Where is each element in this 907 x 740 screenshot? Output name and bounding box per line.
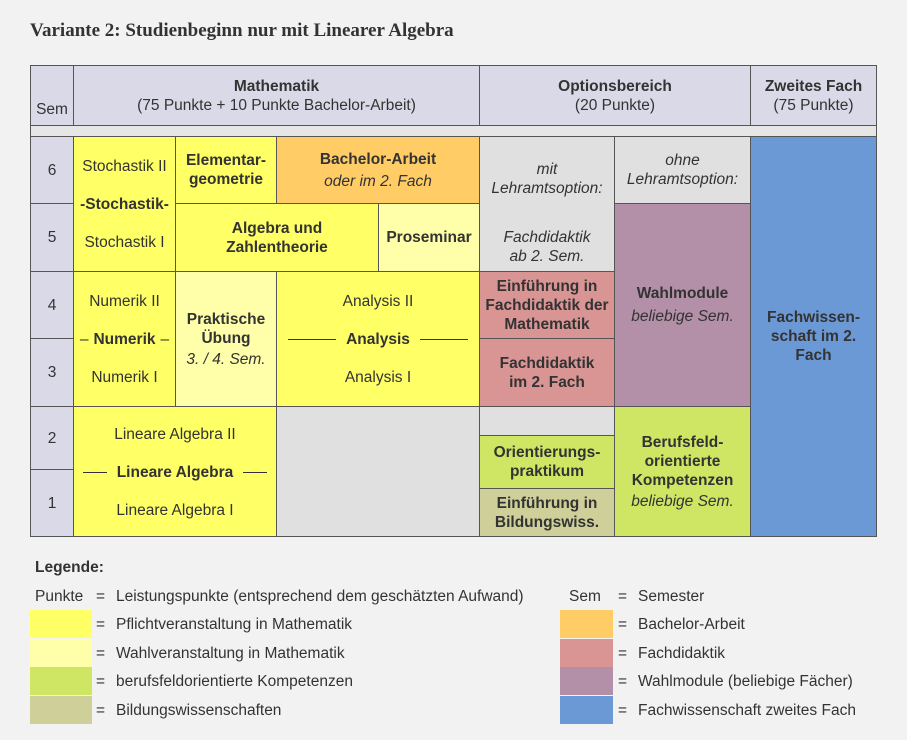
option-mit-lehramt-label: mit Lehramtsoption: bbox=[491, 161, 603, 197]
rule-right bbox=[243, 472, 267, 473]
module-analysis-2: Analysis II bbox=[342, 293, 414, 310]
module-bachelor-label: Bachelor-Arbeit bbox=[319, 150, 437, 168]
semester-4-label: 4 bbox=[47, 296, 57, 314]
legend-eq: = bbox=[96, 673, 106, 690]
legend-eq: = bbox=[96, 645, 106, 662]
module-berufsfeld-label: Berufsfeld-orientierte Kompetenzen bbox=[631, 433, 734, 489]
semester-2-label: 2 bbox=[47, 429, 57, 447]
semester-3-label: 3 bbox=[47, 364, 57, 381]
legend-swatch-bachelor bbox=[560, 610, 613, 638]
legend-eq: = bbox=[96, 616, 106, 633]
module-proseminar bbox=[378, 203, 480, 272]
option-sem2-empty bbox=[479, 406, 615, 436]
module-wahlmodule-note: beliebige Sem. bbox=[631, 308, 734, 325]
legend-key-sem: Sem bbox=[569, 588, 601, 605]
module-numerik bbox=[73, 271, 176, 407]
semester-4 bbox=[30, 271, 74, 339]
module-fachwiss-label: Fachwissen-schaft im 2. Fach bbox=[766, 309, 861, 364]
semester-1 bbox=[30, 469, 74, 537]
header-zweites-fach bbox=[750, 65, 877, 126]
semester-3 bbox=[30, 338, 74, 407]
module-lineare-algebra bbox=[73, 406, 277, 537]
module-algebra-zahlentheorie bbox=[175, 203, 379, 272]
module-numerik-heading bbox=[74, 330, 175, 349]
module-orientierungspraktikum bbox=[479, 435, 615, 489]
module-la-label: Lineare Algebra bbox=[116, 464, 234, 481]
module-analysis-heading bbox=[277, 330, 479, 349]
module-numerik-label: Numerik bbox=[93, 331, 156, 348]
rule-right bbox=[420, 339, 468, 340]
module-einfuehrung-bildungswiss bbox=[479, 488, 615, 537]
module-orient-label: Orientierungs-praktikum bbox=[493, 444, 601, 480]
module-praktisch-label: Praktische Übung bbox=[186, 310, 266, 347]
legend-eq: = bbox=[618, 588, 628, 605]
module-analysis-1: Analysis I bbox=[344, 369, 412, 386]
legend-text-bildung: Bildungswissenschaften bbox=[116, 702, 282, 719]
semester-5-label: 5 bbox=[47, 229, 57, 246]
legend-text-sem: Semester bbox=[638, 588, 705, 605]
header-opt-title: Optionsbereich bbox=[558, 77, 672, 95]
header-sem bbox=[30, 65, 74, 126]
page-title: Variante 2: Studienbeginn nur mit Linearer Algebra bbox=[30, 20, 454, 41]
legend-swatch-berufsfeld bbox=[30, 667, 92, 695]
header-math-title: Mathematik bbox=[233, 77, 320, 95]
dash-left: – bbox=[79, 331, 89, 348]
legend-text-berufsfeld: berufsfeldorientierte Kompetenzen bbox=[116, 673, 353, 690]
legend-text-wahlmodule: Wahlmodule (beliebige Fächer) bbox=[638, 673, 853, 690]
legend-text-fachwiss: Fachwissenschaft zweites Fach bbox=[638, 702, 856, 719]
module-stochastik-label: -Stochastik- bbox=[80, 196, 169, 213]
module-berufsfeld-note: beliebige Sem. bbox=[631, 492, 734, 510]
legend-text-punkte: Leistungspunkte (entsprechend dem geschätzten Aufwand) bbox=[116, 588, 524, 605]
legend-text-fachdidaktik: Fachdidaktik bbox=[638, 645, 726, 662]
legend-swatch-fachwiss bbox=[560, 696, 613, 724]
legend-eq: = bbox=[618, 645, 628, 662]
semester-2 bbox=[30, 406, 74, 470]
rule-left bbox=[288, 339, 336, 340]
rule-left bbox=[83, 472, 107, 473]
module-berufsfeld-kompetenzen bbox=[614, 406, 751, 537]
legend-swatch-wahl bbox=[30, 639, 92, 667]
module-wahlmodule bbox=[614, 203, 751, 407]
module-einf-bw-label: Einführung in Bildungswiss. bbox=[494, 494, 600, 531]
legend-text-wahl: Wahlveranstaltung in Mathematik bbox=[116, 645, 345, 662]
legend-swatch-wahlmodule bbox=[560, 667, 613, 695]
module-einfuehrung-fachdidaktik bbox=[479, 271, 615, 339]
module-proseminar-label: Proseminar bbox=[386, 229, 472, 246]
module-elementargeometrie bbox=[175, 136, 277, 204]
legend-eq: = bbox=[618, 702, 628, 719]
header-math-sub: (75 Punkte + 10 Punkte Bachelor-Arbeit) bbox=[137, 96, 416, 114]
option-ohne-lehramt-label: ohne Lehramtsoption: bbox=[626, 152, 739, 188]
module-la-1: Lineare Algebra I bbox=[116, 502, 234, 519]
legend-eq: = bbox=[96, 588, 106, 605]
empty-area bbox=[276, 406, 480, 537]
legend-text-bachelor: Bachelor-Arbeit bbox=[638, 616, 745, 633]
module-stochastik bbox=[73, 136, 176, 272]
legend-swatch-fachdidaktik bbox=[560, 639, 613, 667]
legend-swatch-pflicht bbox=[30, 610, 92, 638]
module-fachwissenschaft bbox=[750, 136, 877, 537]
module-praktische-uebung bbox=[175, 271, 277, 407]
module-numerik-2: Numerik II bbox=[89, 293, 160, 310]
option-fachdidaktik-ab2: ab 2. Sem. bbox=[509, 248, 585, 265]
module-bachelor-note: oder im 2. Fach bbox=[324, 172, 432, 190]
option-fachdidaktik-ab: Fachdidaktik bbox=[503, 229, 591, 246]
header-optionsbereich bbox=[479, 65, 751, 126]
semester-5 bbox=[30, 203, 74, 272]
dash-right: – bbox=[160, 331, 170, 348]
legend-swatch-bildung bbox=[30, 696, 92, 724]
module-praktisch-note: 3. / 4. Sem. bbox=[186, 350, 266, 368]
module-stochastik-1: Stochastik I bbox=[84, 234, 165, 251]
module-algebra-label: Algebra und Zahlentheorie bbox=[226, 219, 328, 256]
module-analysis bbox=[276, 271, 480, 407]
header-second-sub: (75 Punkte) bbox=[773, 96, 854, 114]
legend-eq: = bbox=[618, 616, 628, 633]
header-opt-sub: (20 Punkte) bbox=[574, 96, 656, 114]
module-analysis-label: Analysis bbox=[346, 331, 410, 348]
semester-6 bbox=[30, 136, 74, 204]
module-numerik-1: Numerik I bbox=[91, 369, 158, 386]
module-la-heading bbox=[74, 463, 276, 482]
header-mathematik bbox=[73, 65, 480, 126]
module-bachelor-arbeit bbox=[276, 136, 480, 204]
legend-key-punkte: Punkte bbox=[35, 588, 84, 605]
module-fd-2fach-label: Fachdidaktik im 2. Fach bbox=[499, 354, 595, 391]
semester-6-label: 6 bbox=[47, 161, 57, 179]
header-sem-label: Sem bbox=[36, 101, 68, 118]
semester-1-label: 1 bbox=[47, 494, 57, 512]
legend-heading: Legende: bbox=[35, 559, 104, 576]
header-second-title: Zweites Fach bbox=[764, 77, 863, 95]
option-mit-lehramt bbox=[479, 136, 615, 272]
module-elementargeometrie-label: Elementar-geometrie bbox=[185, 152, 267, 188]
legend-eq: = bbox=[96, 702, 106, 719]
legend-eq: = bbox=[618, 673, 628, 690]
module-fachdidaktik-2fach bbox=[479, 338, 615, 407]
module-wahlmodule-label: Wahlmodule bbox=[636, 285, 729, 302]
option-ohne-lehramt bbox=[614, 136, 751, 204]
legend-text-pflicht: Pflichtveranstaltung in Mathematik bbox=[116, 616, 353, 633]
module-einf-fd-label: Einführung in Fachdidaktik der Mathematik bbox=[485, 277, 609, 333]
module-la-2: Lineare Algebra II bbox=[114, 426, 236, 443]
module-stochastik-2: Stochastik II bbox=[82, 158, 167, 175]
